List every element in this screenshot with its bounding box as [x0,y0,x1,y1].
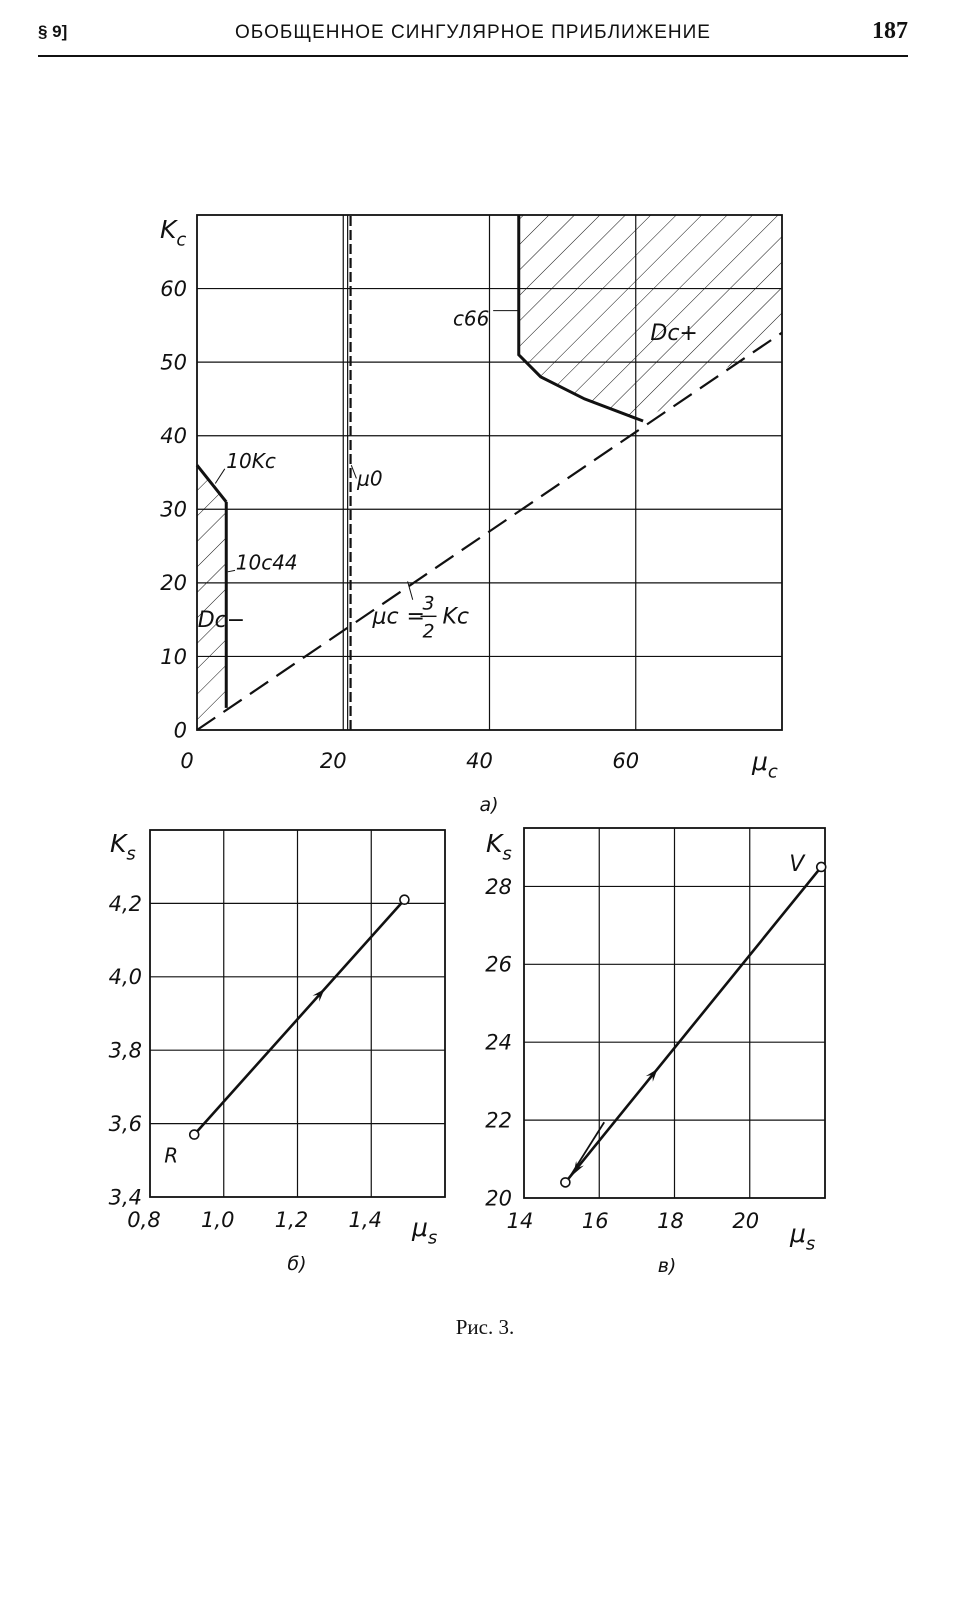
formula-numerator: 3 [422,592,435,615]
point-start [190,1130,199,1139]
page-number: 187 [872,18,908,44]
y-tick-label: 4,2 [108,891,142,916]
formula-lhs: μc [372,604,399,630]
y-axis-label: $K_s$ [110,829,136,865]
y-tick-label: 4,0 [108,965,142,990]
point-end [817,862,826,871]
y-tick-label: 26 [485,952,512,977]
y-tick-label: 30 [160,497,187,522]
y-tick-label: 24 [485,1030,512,1055]
label-dc-minus: Dc− [197,608,246,633]
x-axis-label: $\mu_c$ [752,747,778,783]
chart-a [160,215,782,816]
y-tick-label: 3,6 [108,1111,142,1136]
chart-c [485,828,825,1277]
label-c66: c66 [452,306,490,331]
figure-caption: Рис. 3. [455,1315,515,1339]
x-axis-label: $\mu_s$ [790,1219,816,1255]
label-10c44: 10c44 [235,550,298,575]
region-dc-plus [519,215,782,421]
y-tick-label: 28 [485,874,512,899]
x-tick-label: 0 [180,749,194,773]
panel-label-c: в) [657,1255,677,1277]
y-tick-label: 60 [160,276,187,301]
y-tick-label: 3,8 [108,1038,142,1063]
y-tick-label: 3,4 [108,1185,142,1210]
y-tick-label: 20 [160,571,187,596]
formula-rhs: Kc [442,604,470,630]
y-tick-label: 0 [173,718,187,743]
label-v: V [789,851,805,877]
region-dc-minus [197,465,226,730]
x-tick-label: 1,4 [348,1208,382,1232]
leader-10kc [215,469,225,484]
leader-10c44 [228,570,235,571]
y-tick-label: 40 [160,424,187,449]
leader-mu0 [351,465,356,478]
label-r: R [164,1143,179,1168]
formula-equals: = [406,604,425,630]
x-tick-label: 20 [732,1209,760,1233]
formula-denominator: 2 [422,620,435,643]
point-end [400,895,409,904]
chart-b [109,829,445,1275]
x-tick-label: 14 [506,1209,534,1233]
x-tick-label: 0,8 [127,1208,161,1232]
y-tick-label: 20 [485,1186,512,1211]
y-tick-label: 50 [160,350,187,375]
x-tick-label: 16 [581,1209,609,1233]
y-axis-label: $K_s$ [486,829,512,865]
series-line [565,867,821,1182]
label-dc-plus: Dc+ [650,321,698,347]
x-tick-label: 60 [612,749,640,773]
series-line [194,900,404,1135]
running-title: ОБОБЩЕННОЕ СИНГУЛЯРНОЕ ПРИБЛИЖЕНИЕ [235,22,711,43]
x-axis-label: $\mu_s$ [412,1213,438,1249]
x-tick-label: 1,0 [201,1208,235,1232]
y-tick-label: 22 [485,1108,512,1133]
x-tick-label: 1,2 [274,1208,309,1232]
panel-label-b: б) [287,1253,307,1275]
y-axis-label: $K_c$ [160,215,187,251]
section-number: § 9] [38,22,68,41]
point-start [561,1178,570,1187]
label-mu0: μ0 [357,466,383,491]
panel-label-a: а) [479,794,499,816]
label-10kc: 10Kc [226,449,276,474]
y-tick-label: 10 [160,644,187,669]
x-tick-label: 40 [466,749,493,773]
x-tick-label: 18 [657,1209,684,1233]
x-tick-label: 20 [319,749,347,773]
